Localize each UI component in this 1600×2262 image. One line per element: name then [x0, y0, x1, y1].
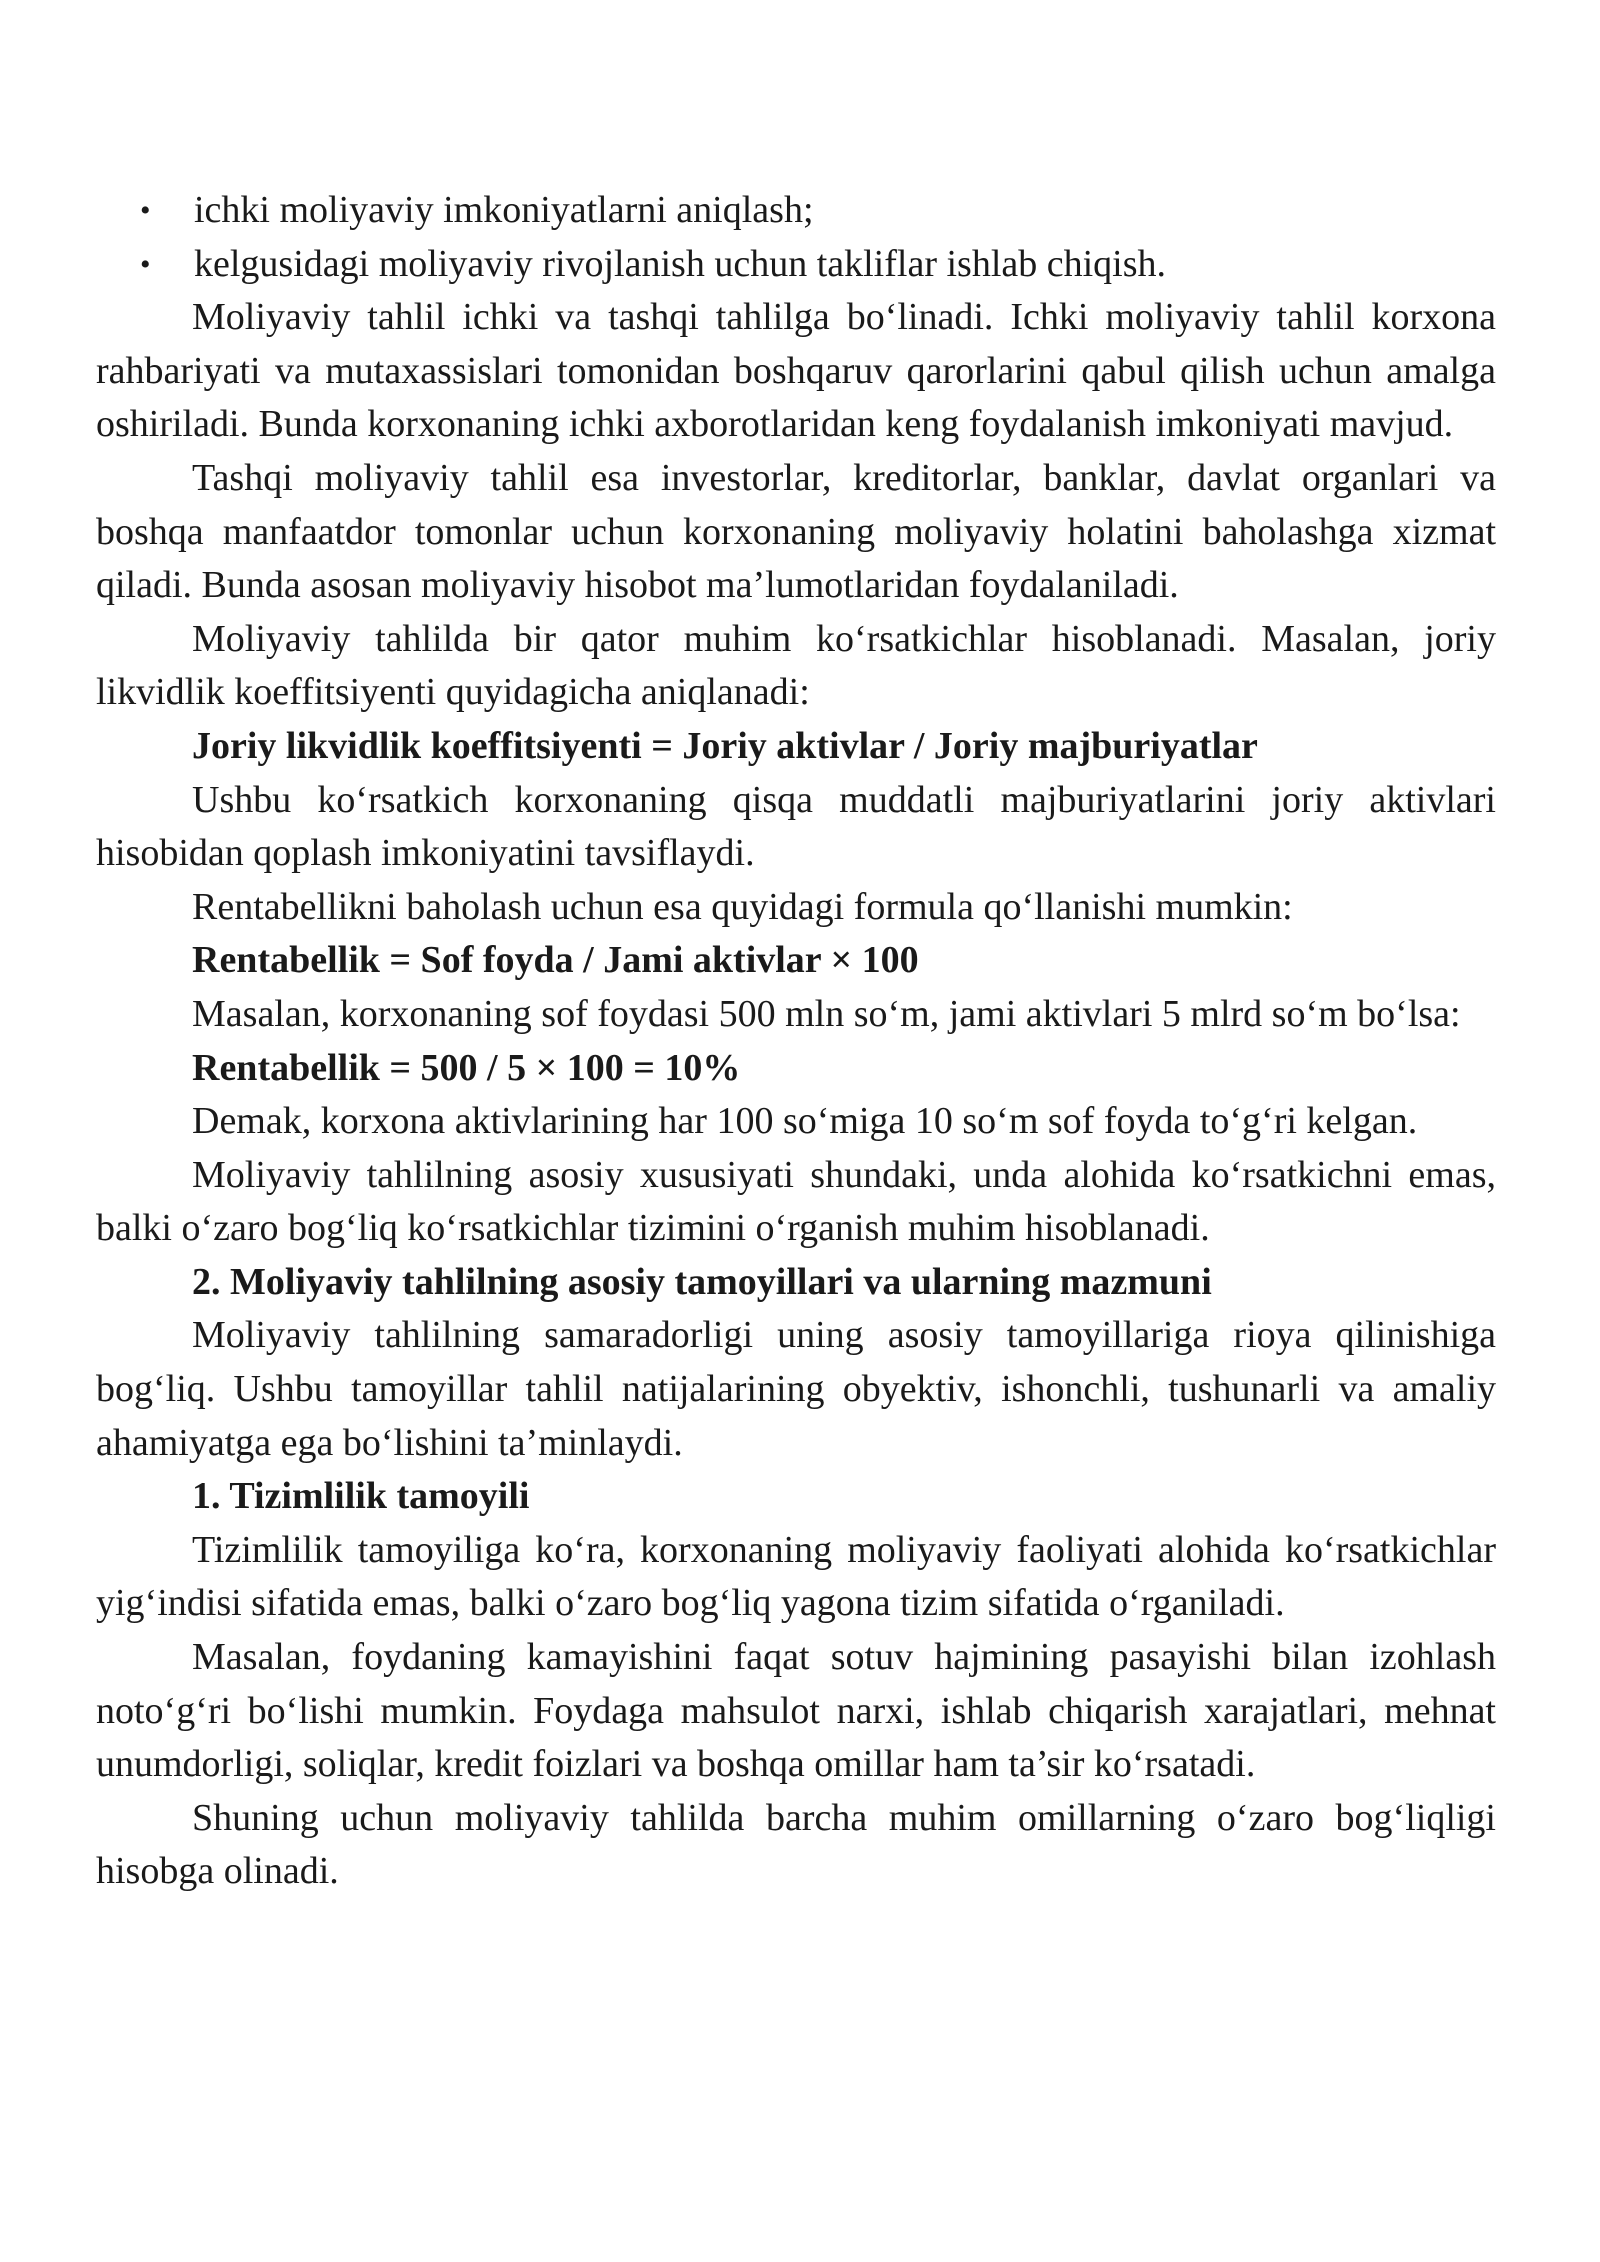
- paragraph-external-analysis: Tashqi moliyaviy tahlil esa investorlar, kreditorlar, banklar, davlat organlari va boshqa manfaatdor tomonlar uchun korxonaning moliyaviy holatini baholashga xizmat qiladi. Bunda asosan moliyaviy hisobot ma’lumotlaridan foydalaniladi.: [96, 456, 1496, 607]
- list-item-text: ichki moliyaviy imkoniyatlarni aniqlash;: [194, 189, 814, 231]
- document-page: [96, 184, 1496, 1899]
- bullet-list: [96, 184, 1496, 291]
- bullet-icon: •: [140, 247, 151, 281]
- paragraph-systemic-principle: Tizimlilik tamoyiliga ko‘ra, korxonaning moliyaviy faoliyati alohida ko‘rsatkichlar yig‘indisi sifatida emas, balki o‘zaro bog‘liq yagona tizim sifatida o‘rganiladi.: [96, 1528, 1496, 1625]
- paragraph-conclusion: Demak, korxona aktivlarining har 100 so‘miga 10 so‘m sof foyda to‘g‘ri kelgan.: [192, 1100, 1418, 1143]
- paragraph-indicators: Moliyaviy tahlilda bir qator muhim ko‘rsatkichlar hisoblanadi. Masalan, joriy likvidlik koeffitsiyenti quyidagicha aniqlanadi:: [96, 617, 1496, 714]
- paragraph-principles-intro: Moliyaviy tahlilning samaradorligi uning asosiy tamoyillariga rioya qilinishiga bog‘liq. Ushbu tamoyillar tahlil natijalarining obyektiv, ishonchli, tushunarli va amaliy ahamiyatga ega bo‘lishini ta’minlaydi.: [96, 1314, 1496, 1464]
- list-item-text: kelgusidagi moliyaviy rivojlanish uchun takliflar ishlab chiqish.: [194, 242, 1167, 285]
- subsection-heading: 1. Tizimlilik tamoyili: [192, 1475, 530, 1518]
- formula-profitability-example: Rentabellik = 500 / 5 × 100 = 10%: [192, 1046, 741, 1089]
- paragraph-profit-example: Masalan, foydaning kamayishini faqat sotuv hajmining pasayishi bilan izohlash noto‘g‘ri bo‘lishi mumkin. Foydaga mahsulot narxi, ishlab chiqarish xarajatlari, mehnat unumdorligi, soliqlar, kredit foizlari va boshqa omillar ham ta’sir ko‘rsatadi.: [96, 1636, 1496, 1786]
- paragraph-internal-external: Moliyaviy tahlil ichki va tashqi tahlilga bo‘linadi. Ichki moliyaviy tahlil korxona rahbariyati va mutaxassislari tomonidan boshqaruv qarorlarini qabul qilish uchun amalga oshiriladi. Bunda korxonaning ichki axborotlaridan keng foydalanish imkoniyati mavjud.: [96, 296, 1496, 446]
- paragraph-current-ratio-description: Ushbu ko‘rsatkich korxonaning qisqa muddatli majburiyatlarini joriy aktivlari hisobidan qoplash imkoniyatini tavsiflaydi.: [96, 778, 1496, 875]
- section-heading: 2. Moliyaviy tahlilning asosiy tamoyillari va ularning mazmuni: [192, 1260, 1212, 1303]
- paragraph-profitability-intro: Rentabellikni baholash uchun esa quyidagi formula qo‘llanishi mumkin:: [192, 885, 1293, 928]
- list-item: [96, 238, 1496, 292]
- list-item: [96, 184, 1496, 238]
- paragraph-system-feature: Moliyaviy tahlilning asosiy xususiyati shundaki, unda alohida ko‘rsatkichni emas, balki o‘zaro bog‘liq ko‘rsatkichlar tizimini o‘rganish muhim hisoblanadi.: [96, 1153, 1496, 1250]
- formula-current-ratio: Joriy likvidlik koeffitsiyenti = Joriy aktivlar / Joriy majburiyatlar: [192, 724, 1258, 767]
- paragraph-example: Masalan, korxonaning sof foydasi 500 mln so‘m, jami aktivlari 5 mlrd so‘m bo‘lsa:: [192, 992, 1461, 1035]
- bullet-icon: •: [140, 194, 151, 227]
- formula-profitability: Rentabellik = Sof foyda / Jami aktivlar × 100: [192, 939, 919, 982]
- paragraph-factors: Shuning uchun moliyaviy tahlilda barcha muhim omillarning o‘zaro bog‘liqligi hisobga olinadi.: [96, 1796, 1496, 1893]
